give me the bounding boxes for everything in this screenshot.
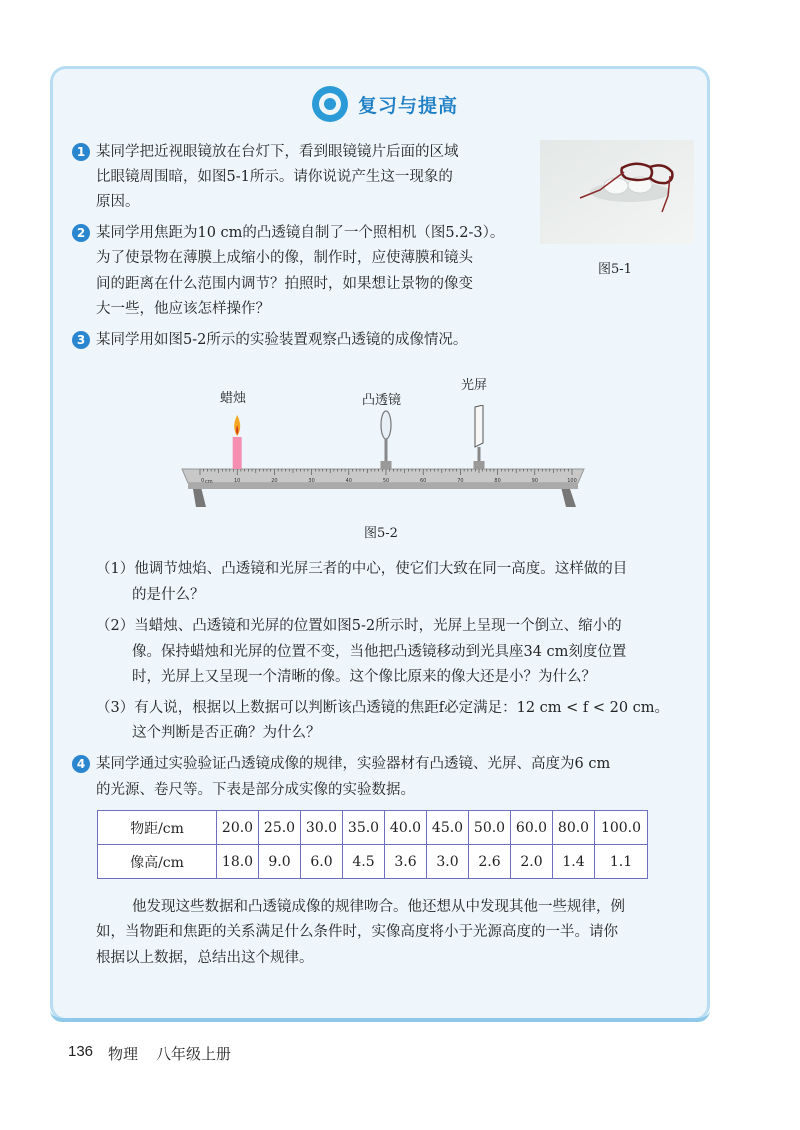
ruler-tick-label: 30 xyxy=(308,478,315,484)
footer-book: 八年级上册 xyxy=(156,1045,232,1063)
ruler-tick-label: 0 xyxy=(201,478,205,484)
q3-sub2-line-3: 时，光屏上又呈现一个清晰的像。这个像比原来的像大还是小？为什么？ xyxy=(132,669,596,685)
table-cell: 18.0 xyxy=(217,845,259,879)
object-distance-header: 物距/cm xyxy=(98,811,217,845)
q2-line-4: 大一些，他应该怎样操作？ xyxy=(96,301,270,317)
candle xyxy=(233,415,242,469)
screen-base xyxy=(474,461,485,469)
target-icon xyxy=(312,86,348,122)
q3-sub2-line-1: （2）当蜡烛、凸透镜和光屏的位置如图5-2所示时，光屏上呈现一个倒立、缩小的 xyxy=(96,618,622,634)
q3-sub1-line-1: （1）他调节烛焰、凸透镜和光屏三者的中心，使它们大致在同一高度。这样做的目 xyxy=(96,561,628,577)
table-cell: 40.0 xyxy=(385,811,427,845)
image-height-header: 像高/cm xyxy=(98,845,217,879)
table-cell: 2.0 xyxy=(511,845,553,879)
page-number: 136 xyxy=(68,1043,94,1060)
question-4-number: 4 xyxy=(72,755,90,773)
question-2-number: 2 xyxy=(72,224,90,242)
ruler-tick-label: 90 xyxy=(531,478,538,484)
table-cell: 4.5 xyxy=(343,845,385,879)
data-table xyxy=(97,810,648,879)
table-cell: 20.0 xyxy=(217,811,259,845)
table-row xyxy=(98,845,648,879)
table-cell: 3.6 xyxy=(385,845,427,879)
ruler-tick-label: 80 xyxy=(494,478,501,484)
glasses-photo xyxy=(540,140,694,244)
panel-bottom-edge xyxy=(50,1010,710,1022)
convex-lens xyxy=(381,411,392,469)
ruler-tick-label: 60 xyxy=(420,478,427,484)
question-1-number: 1 xyxy=(72,143,90,161)
light-screen xyxy=(474,405,485,469)
table-cell: 80.0 xyxy=(553,811,595,845)
candle-body xyxy=(233,437,242,469)
ruler-tick-label: 10 xyxy=(234,478,241,484)
table-cell: 2.6 xyxy=(469,845,511,879)
figure-5-2-caption: 图5-2 xyxy=(364,526,398,541)
ruler-tick-label: 20 xyxy=(271,478,278,484)
q3-line-1: 某同学用如图5-2所示的实验装置观察凸透镜的成像情况。 xyxy=(96,332,468,348)
ruler-tick-label: 100 xyxy=(567,478,577,484)
section-title: 复习与提高 xyxy=(358,94,459,117)
footer-subject: 物理 xyxy=(108,1045,139,1063)
glasses-icon xyxy=(540,140,694,244)
lens-base xyxy=(381,461,392,469)
table-cell: 6.0 xyxy=(301,845,343,879)
screen-stem xyxy=(478,447,481,461)
table-cell: 3.0 xyxy=(427,845,469,879)
table-cell: 30.0 xyxy=(301,811,343,845)
lens-stem xyxy=(385,439,388,461)
table-cell: 100.0 xyxy=(595,811,648,845)
q3-sub1-line-2: 的是什么？ xyxy=(132,587,205,603)
q4-line-2: 的光源、卷尺等。下表是部分成实像的实验数据。 xyxy=(96,782,415,798)
table-cell: 35.0 xyxy=(343,811,385,845)
figure-5-1-caption: 图5-1 xyxy=(598,262,632,277)
lens-label: 凸透镜 xyxy=(362,393,402,408)
q3-sub2-line-2: 像。保持蜡烛和光屏的位置不变，当他把凸透镜移动到光具座34 cm刻度位置 xyxy=(132,644,627,660)
ruler-tick-label: 70 xyxy=(457,478,464,484)
q2-line-1: 某同学用焦距为10 cm的凸透镜自制了一个照相机（图5.2-3）。 xyxy=(96,225,505,241)
q2-line-2: 为了使景物在薄膜上成缩小的像，制作时，应使薄膜和镜头 xyxy=(96,250,473,266)
q3-sub3-line-2: 这个判断是否正确？为什么？ xyxy=(132,725,321,741)
q4-after-line-1: 他发现这些数据和凸透镜成像的规律吻合。他还想从中发现其他一些规律，例 xyxy=(132,899,625,915)
q1-line-2: 比眼镜周围暗，如图5-1所示。请你说说产生这一现象的 xyxy=(96,169,453,185)
table-cell: 25.0 xyxy=(259,811,301,845)
q4-line-1: 某同学通过实验验证凸透镜成像的规律，实验器材有凸透镜、光屏、高度为6 cm xyxy=(96,756,611,772)
table-cell: 1.1 xyxy=(595,845,648,879)
table-cell: 9.0 xyxy=(259,845,301,879)
q1-line-3: 原因。 xyxy=(96,194,140,210)
question-3-number: 3 xyxy=(72,331,90,349)
table-cell: 45.0 xyxy=(427,811,469,845)
table-cell: 60.0 xyxy=(511,811,553,845)
screen-panel xyxy=(475,405,483,447)
table-cell: 50.0 xyxy=(469,811,511,845)
q1-line-1: 某同学把近视眼镜放在台灯下，看到眼镜镜片后面的区域 xyxy=(96,144,459,160)
ruler-unit-label: cm xyxy=(205,479,213,485)
q3-sub3-line-1: （3）有人说，根据以上数据可以判断该凸透镜的焦距f必定满足：12 cm < f < 20 cm。 xyxy=(96,700,670,716)
section-header xyxy=(312,86,458,122)
ruler-tick-label: 50 xyxy=(382,478,390,484)
ruler-tick-label: 40 xyxy=(345,478,352,484)
screen-label: 光屏 xyxy=(461,378,488,393)
optical-bench-diagram xyxy=(180,405,590,515)
candle-label: 蜡烛 xyxy=(220,391,247,406)
lens-glass xyxy=(381,411,391,439)
q4-after-line-2: 如，当物距和焦距的关系满足什么条件时，实像高度将小于光源高度的一半。请你 xyxy=(96,924,618,940)
table-cell: 1.4 xyxy=(553,845,595,879)
q4-after-line-3: 根据以上数据，总结出这个规律。 xyxy=(96,950,314,966)
table-row xyxy=(98,811,648,845)
q2-line-3: 间的距离在什么范围内调节？拍照时，如果想让景物的像变 xyxy=(96,276,473,292)
